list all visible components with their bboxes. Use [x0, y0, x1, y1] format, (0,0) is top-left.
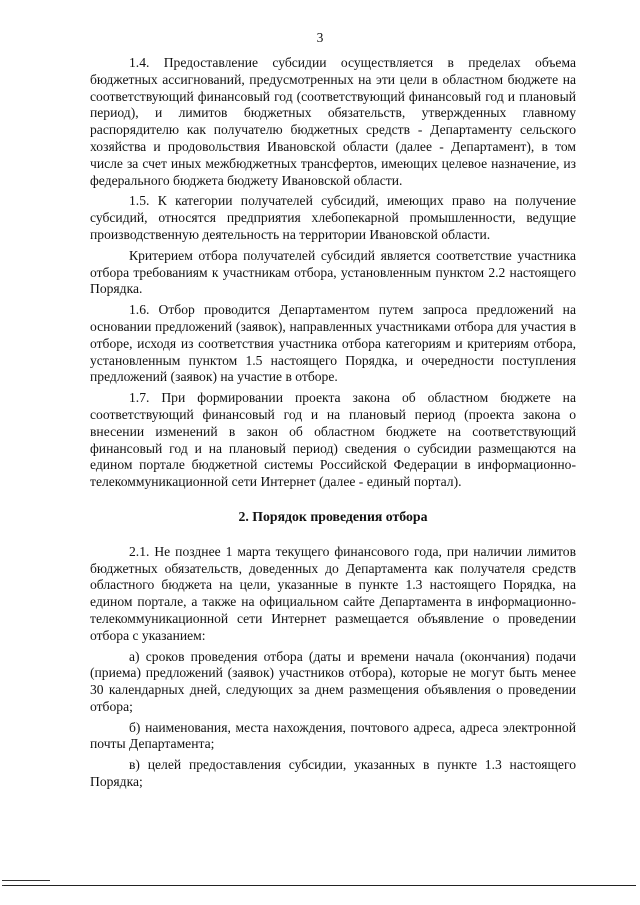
list-item-v: в) целей предоставления субсидии, указанных в пункте 1.3 настоящего Порядка;: [90, 757, 576, 790]
list-item-b: б) наименования, места нахождения, почтового адреса, адреса электронной почты Департамента;: [90, 719, 576, 752]
list-item-a: а) сроков проведения отбора (даты и времени начала (окончания) подачи (приема) предложений (заявок) участников отбора), которые не могут быть менее 30 календарных дней, следующих за днем размещения объявления о проведении отбора;: [90, 648, 576, 714]
paragraph-1-6: 1.6. Отбор проводится Департаментом путем запроса предложений на основании предложений (заявок), направленных участниками отбора для участия в отборе, исходя из соответствия участника отбора категориям и критериям отбора, установленным пунктом 1.5 настоящего Порядка, и очередности поступления предложений (заявок) на участие в отборе.: [90, 302, 576, 385]
section-2-title: 2. Порядок проведения отбора: [238, 508, 428, 524]
paragraph-1-7: 1.7. При формировании проекта закона об областном бюджете на соответствующий финансовый год и на плановый период (проекта закона о внесении изменений в закон об областном бюджете на соответствующий финансовый год и на плановый период) сведения о субсидии размещаются на едином портале бюджетной системы Российской Федерации в информационно-телекоммуникационной сети Интернет (далее - единый портал).: [90, 390, 576, 490]
paragraph-2-1: 2.1. Не позднее 1 марта текущего финансового года, при наличии лимитов бюджетных обязательств, доведенных до Департамента как получателя средств областного бюджета на цели, указанные в пункте 1.3 настоящего Порядка, на едином портале, а также на официальном сайте Департамента в информационно-телекоммуникационной сети Интернет размещается объявление о проведении отбора с указанием:: [90, 543, 576, 643]
page-number: 3: [316, 30, 324, 45]
paragraph-1-4: 1.4. Предоставление субсидии осуществляется в пределах объема бюджетных ассигнований, предусмотренных на эти цели в областном бюджете на соответствующий финансовый год (соответствующий финансовый год и плановый период), и лимитов бюджетных обязательств, утвержденных главному распорядителю как получателю бюджетных средств - Департаменту сельского хозяйства и продовольствия Ивановской области (далее - Департамент), в том числе за счет иных межбюджетных трансфертов, имеющих целевое назначение, из федерального бюджета бюджету Ивановской области.: [90, 55, 576, 188]
footer-rule: [4, 885, 636, 886]
document-body: [90, 55, 576, 795]
paragraph-1-5: 1.5. К категории получателей субсидий, имеющих право на получение субсидий, относятся предприятия хлебопекарной промышленности, ведущие производственную деятельность на территории Ивановской области.: [90, 193, 576, 242]
paragraph-selection-criterion: Критерием отбора получателей субсидий является соответствие участника отбора требованиям к участникам отбора, установленным пунктом 2.2 настоящего Порядка.: [90, 247, 576, 297]
